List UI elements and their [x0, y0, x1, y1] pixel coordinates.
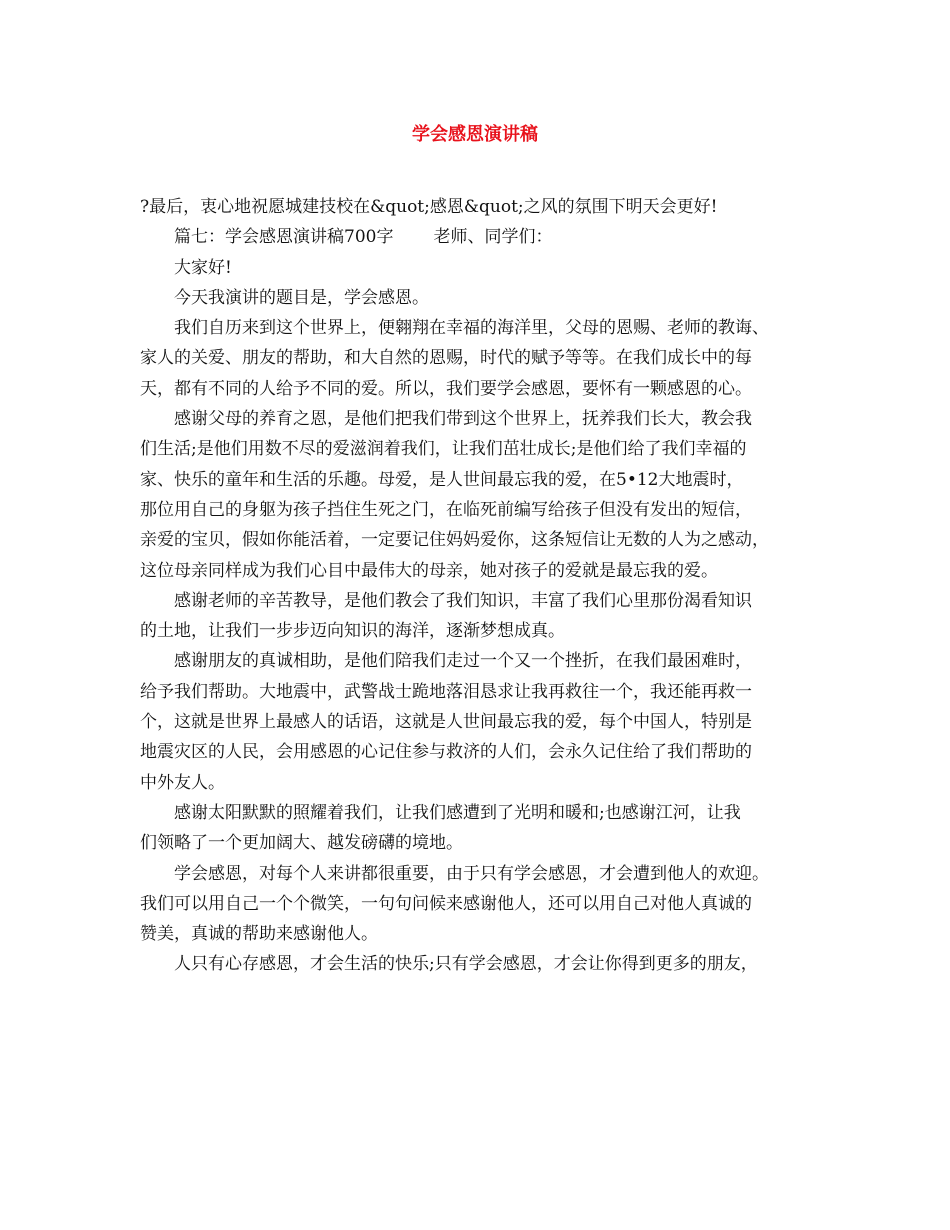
line-text: 感谢太阳默默的照耀着我们，让我们感遭到了光明和暖和;也感谢江河，让我 [174, 802, 741, 823]
text-line [140, 404, 830, 434]
line-text: 大家好! [174, 257, 232, 278]
document-title: 学会感恩演讲稿 [412, 124, 538, 145]
text-line [140, 434, 830, 464]
line-text: 家、快乐的童年和生活的乐趣。母爱，是人世间最忘我的爱，在5•12大地震时， [140, 469, 744, 490]
line-text: 中外友人。 [140, 772, 225, 793]
text-line [140, 919, 830, 949]
text-line [140, 677, 830, 707]
line-text: 地震灾区的人民，会用感恩的心记住参与救济的人们，会永久记住给了我们帮助的 [140, 742, 752, 763]
text-line [140, 586, 830, 616]
line-text: ?最后，衷心地祝愿城建技校在&quot;感恩&quot;之风的氛围下明天会更好! [140, 197, 718, 217]
line-text: 感谢老师的辛苦教导，是他们教会了我们知识，丰富了我们心里那份渴看知识 [174, 590, 752, 611]
line-text: 感谢父母的养育之恩，是他们把我们带到这个世界上，抚养我们长大，教会我 [174, 409, 752, 430]
text-line [140, 313, 830, 343]
line-text: 我们可以用自己一个个微笑，一句句问候来感谢他人，还可以用自己对他人真诚的 [140, 893, 752, 914]
text-line [140, 495, 830, 525]
line-text: 学会感恩，对每个人来讲都很重要，由于只有学会感恩，才会遭到他人的欢迎。 [174, 863, 769, 884]
text-line [140, 768, 830, 798]
text-line [140, 889, 830, 919]
text-line [140, 798, 830, 828]
line-text: 我们自历来到这个世界上，便翱翔在幸福的海洋里，父母的恩赐、老师的教诲、 [174, 318, 769, 339]
line-text-secondary: 老师、同学们： [433, 227, 553, 248]
text-line [140, 283, 830, 313]
document-body [140, 192, 830, 980]
text-line [140, 737, 830, 767]
line-text: 天，都有不同的人给予不同的爱。所以，我们要学会感恩，要怀有一颗感恩的心。 [140, 378, 752, 399]
line-text: 家人的关爱、朋友的帮助，和大自然的恩赐，时代的赋予等等。在我们成长中的每 [140, 348, 752, 369]
line-text: 们领略了一个更加阔大、越发磅礴的境地。 [140, 833, 463, 854]
line-text: 给予我们帮助。大地震中，武警战士跪地落泪恳求让我再救往一个，我还能再救一 [140, 681, 752, 702]
line-text: 那位用自己的身躯为孩子挡住生死之门，在临死前编写给孩子但没有发出的短信， [140, 499, 752, 520]
text-line [140, 465, 830, 495]
line-text: 们生活;是他们用数不尽的爱滋润着我们，让我们茁壮成长;是他们给了我们幸福的 [140, 439, 747, 460]
text-line [140, 525, 830, 555]
line-text: 感谢朋友的真诚相助，是他们陪我们走过一个又一个挫折，在我们最困难时， [174, 651, 752, 672]
text-line [140, 859, 830, 889]
text-line [140, 374, 830, 404]
text-line [140, 646, 830, 676]
line-text: 的土地，让我们一步步迈向知识的海洋，逐渐梦想成真。 [140, 621, 565, 642]
text-line [140, 828, 830, 858]
line-text: 亲爱的宝贝，假如你能活着，一定要记住妈妈爱你，这条短信让无数的人为之感动， [140, 530, 769, 551]
line-text: 个，这就是世界上最感人的话语，这就是人世间最忘我的爱，每个中国人，特别是 [140, 712, 752, 733]
text-line [140, 253, 830, 283]
text-line [140, 343, 830, 373]
text-line [140, 616, 830, 646]
text-line [140, 949, 830, 979]
text-line [140, 192, 830, 222]
text-line [140, 222, 830, 252]
line-text: 篇七：学会感恩演讲稿700字 [174, 227, 394, 248]
line-text: 赞美，真诚的帮助来感谢他人。 [140, 924, 378, 945]
line-text: 人只有心存感恩，才会生活的快乐;只有学会感恩，才会让你得到更多的朋友， [174, 954, 758, 975]
line-text: 今天我演讲的题目是，学会感恩。 [174, 287, 429, 308]
line-text: 这位母亲同样成为我们心目中最伟大的母亲，她对孩子的爱就是最忘我的爱。 [140, 560, 718, 581]
text-line [140, 556, 830, 586]
text-line [140, 707, 830, 737]
